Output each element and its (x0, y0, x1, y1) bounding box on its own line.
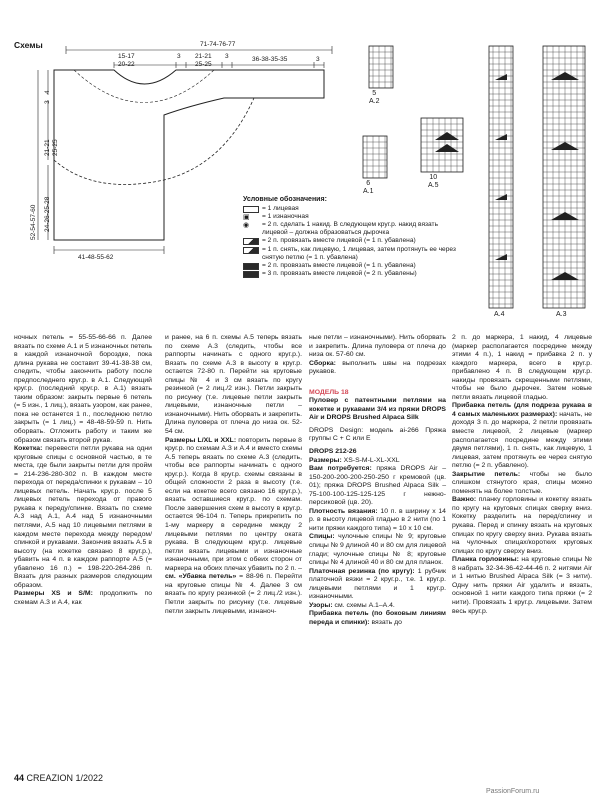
legend-item: = 3 п. провязать вместе лицевой (= 2 п. убавлены) (243, 270, 458, 278)
dim-body-total: 52-54-57-60 (30, 204, 37, 240)
chart-a4 (489, 46, 513, 308)
value-gauge: 10 п. в ширину х 14 р. в высоту лицевой гладью в 2 нити (по 1 нити пряжи каждого типа) = 10 х 10 см. (309, 507, 446, 532)
section-heading: Кокетка: (14, 445, 43, 453)
dim-hem: 41-48-55-62 (78, 254, 114, 261)
value-patterns: см. схемы А.1–А.4. (332, 601, 395, 609)
section-heading: Размеры L/XL и XXL: (165, 436, 237, 444)
paragraph: выполнить швы на подрезах рукавов. (309, 359, 446, 376)
label-sizes: Размеры: (309, 456, 342, 464)
paragraph: ночных петель = 55-55-66-66 п. Далее вязать по схеме А.1 и 5 изнаночных петель в каждой изнаночной бороздке, пока длина рукава не составит 39-41-38-38 см, следить, чтобы закончить работу после предпоследнего круг.р. в А.1. Следующий круг.р. (последний круг.р. в А.1) вязать таким образом: закрыть первые 6 петель (= 5 изн., 1 лиц.), вязать узором, как ранее, пока не останется 1 п., последнюю петлю закрыть (= 1 лиц.) = 48-48-59-59 п. Нить оборвать. Отложить работу и таким же образом связать второй рукав. (14, 334, 152, 444)
legend-item: ▣ = 1 изнаночная (243, 213, 309, 222)
k2tog-alt-icon (243, 263, 259, 270)
dim-neck-3: 3 (177, 53, 181, 60)
paragraph: повторить первые 8 круг.р. по схемам А.3 и А.4 и вместо схемы А.5 теперь вязать по схеме А.3 (следить, чтобы все раппорты начинать с одного круг.р.). Когда 8 круг.р. схемы связаны в общей сложности 2 раза в высоту (т.е. если на кокетке всего связано 16 круг.р.), вязать оставшиеся круг.р. по схемам. После завершения схем в высоту в круг.р. остается 96-104 п. Теперь прикрепить по 1-му маркеру в середине между 2 лицевыми петлями по центру оката рукава. В следующем круг.р. лицевые петли вязать лицевыми и изнаночные изнаночными, при этом с обеих сторон от маркера на обоих плечах убавить по 2 п. – (165, 436, 302, 572)
paragraph: 2 п. до маркера, 1 накид, 4 лицевые (маркер располагается посредине между этими 4 п.), 1 накид = прибавка 2 п. у каждого маркера, всего в круг.р. прибавлено 4 п. В следующем круг.р. накиды провязать скрещенными петлями, чтобы не было дырочек. Затем новые петли вязать лицевой гладью. (452, 334, 592, 401)
schemes-title: Схемы (14, 40, 43, 50)
legend-item: = 2 п. провязать вместе лицевой (= 1 п. убавлена) (243, 262, 458, 270)
paragraph: перевести петли рукава на одни круговые спицы с основной частью, в те места, где были закрыты петли для пройм = 214-236-280-302 п. В каждом месте перехода от переда/спинки к рукавам – 10 лицевых петель. Начать круг.р. после 5 лицевых петель перехода от правого рукава к переду/спинке. Вязать по схеме А.3 над А.1, А.4 над 5 изнаночными петлями, А.5 над 10 лицевыми петлями в каждом месте перехода между передом/спинкой и рукавами. Закончив вязать А.5 в высоту (на кокетке связано 8 круг.р.), убавить на 4 п. в каждом раппорте А.5 (= убавлено 16 п.) = 198-220-264-286 п. Вязать для разных размеров следующим образом. (14, 445, 152, 589)
text-column-3 (309, 334, 446, 628)
legend-item: = 1 п. снять, как лицевую, 1 лицевая, затем протянуть ее через снятую петлю (= 1 п. убавлена) (243, 246, 458, 262)
label-gauge: Плотность вязания: (309, 507, 378, 515)
text-column-2 (165, 334, 302, 616)
dim-body-lower: 24-26-25-28 (44, 196, 51, 232)
dim-shoulder: 21-21 25-25 (195, 53, 212, 68)
yarn-over-icon: ◉ (243, 222, 259, 229)
paragraph: ные петли – изнаночными). Нить оборвать и закрепить. Длина пуловера от плеча до низа ок. 57-60 см. (309, 334, 446, 359)
section-heading: Планка горловины: (452, 556, 519, 564)
paragraph: начать, не доходя 3 п. до маркера, 2 петли провязать вместе лицевой, 2 лицевые (маркер располагается посредине между этими двумя петлями), 1 п. снять, как лицевую, 1 лицевая, затем протянуть ее через снятую петлю (= 2 п. убавлено). (452, 410, 592, 470)
label-materials: Вам потребуется: (309, 465, 372, 473)
chart-a2 (369, 46, 393, 88)
dim-neck: 15-17 20-22 (118, 53, 135, 68)
k2tog-icon (243, 238, 259, 245)
paragraph: и ранее, на 6 п. схемы А.5 теперь вязать по схеме А.3 (следить, чтобы все раппорты начинать с одного круг.р.). Вязать по схеме А.3 в высоту в круг.р. остается 72-80 п. Перейти на круговые спицы № 4 и 3 см вязать по кругу резинкой (= 2 лиц./2 изн.). Петли закрыть по рисунку (т.е. лицевые петли закрыть лицевыми, изнаночные петли – изнаночными). Нить оборвать и закрепить. Длина пуловера от плеча до низа ок. 52-54 см. (165, 334, 302, 436)
purl-symbol-icon: ▣ (243, 214, 259, 221)
paragraph: на круговые спицы № 8 набрать 32-34-36-42-44-46 п. 2 нитями Air и 1 нитью Brushed Alpaca Silk (= 3 нити). Одну нить пряжи Air удалить и вязать, основной 1 нити каждого типа пряжи (= 2 нити). Провязать 1 круг.р. лицевыми. Затем весь круг.р. (452, 556, 592, 615)
paragraph: чтобы не было слишком стянутого края, спицы можно поменять на более толстые. (452, 470, 592, 495)
chart-label-a5: 10 A.5 (428, 174, 439, 189)
paragraph: планку горловины и кокетку вязать по кругу на круговых спицах сверху вниз. Кокетку разделить на перед/спинку и рукава. Перед и спинку вязать на круговых спицах по кругу сверху вниз. Рукава вязать на чулочных спицах/коротких круговых спицах по кругу сверху вниз. (452, 496, 592, 555)
section-heading: Прибавка петель (для подреза рукава в 4 самых маленьких размерах): (452, 402, 592, 418)
dim-yoke-height: 21-21 25-25 (44, 139, 59, 156)
dim-yoke-3: 3 (44, 100, 51, 104)
text-column-4 (452, 334, 592, 616)
legend-item: ◉ = 2 п. сделать 1 накид. В следующем круг.р. накид вязать лицевой – должна образоваться дырочка (243, 221, 439, 237)
value-materials: пряжа DROPS Air – 150-200-200-200-250-250 г кремовой (цв. 01); пряжа DROPS Brushed Alpaca Silk – 75-100-100-125-125-125 г нежно-персиковой (цв. 20). (309, 465, 447, 507)
model-title: Пуловер с патентными петлями на кокетке и рукавами 3/4 из пряжи DROPS Air и DROPS Brushed Alpaca Silk (309, 397, 446, 422)
page-number: 44 (14, 773, 25, 783)
value-increase: вязать до (369, 618, 402, 626)
magazine-issue: CREAZION 1/2022 (26, 773, 104, 783)
dim-top-total: 71-74-76-77 (200, 41, 236, 48)
page-footer (14, 773, 103, 783)
section-heading: Размеры XS и S/M: (14, 590, 93, 598)
chart-a5 (421, 118, 463, 172)
dim-sleeve-3: 3 (316, 56, 320, 63)
model-number: МОДЕЛЬ 18 (309, 388, 349, 396)
k3tog-icon (243, 271, 259, 278)
chart-label-a3: A.3 (556, 311, 567, 318)
legend-item: = 2 п. провязать вместе лицевой (= 1 п. убавлена) (243, 237, 458, 245)
legend-item: = 1 лицевая (243, 205, 458, 213)
cross-reference: см. «Убавка петель» (165, 573, 237, 581)
skp-icon (243, 247, 259, 254)
legend-title: Условные обозначения: (243, 196, 327, 203)
section-heading: Сборка: (309, 359, 336, 367)
watermark: PassionForum.ru (486, 788, 540, 795)
dim-shoulder-3: 3 (225, 53, 229, 60)
text-column-1 (14, 334, 152, 608)
chart-label-a2: 5 A.2 (369, 90, 380, 105)
dim-sleeve: 36-38-35-35 (252, 56, 288, 63)
label-patterns: Узоры: (309, 601, 333, 609)
chart-a1 (363, 136, 387, 178)
drops-number: DROPS 212-26 (309, 448, 357, 456)
value-needles: чулочные спицы № 9; круговые спицы № 9 длиной 40 и 80 см для лицевой глади; чулочные спицы № 8; круговые спицы № 4 длиной 40 и 80 см для планок. (309, 533, 446, 567)
dim-yoke-4: 4 (44, 90, 51, 94)
knit-symbol-icon (243, 206, 259, 213)
chart-a3 (543, 46, 585, 308)
legend (243, 196, 458, 278)
value-sizes: XS-S-M-L-XL-XXL (341, 456, 400, 464)
label-increase: Прибавка петель (по боковым линиям переда и спинки): (309, 610, 446, 626)
paragraph: = 88-96 п. Перейти на круговые спицы № 4. Далее 3 см вязать по кругу резинкой (= 2 лиц./2 изн.). Петли закрыть по рисунку (т.е. лицевые петли закрыть лицевыми, изнаноч- (165, 573, 302, 615)
chart-label-a1: 6 A.1 (363, 180, 374, 195)
section-heading: Закрытие петель: (452, 470, 521, 478)
label-garter: Платочная резинка (по кругу): (309, 567, 415, 575)
yoke-line (54, 98, 254, 185)
design-line: DROPS Design: модель ai-266 Пряжа группы С + С или Е (309, 426, 446, 443)
paragraph: продолжить по схемам А.3 и А.4, как (14, 590, 152, 606)
value-garter: 1 рубчик платочной вязки = 2 круг.р., т.е. 1 круг.р. лицевыми петлями и 1 круг.р. изнаночными. (309, 567, 446, 601)
label-needles: Спицы: (309, 533, 335, 541)
chart-label-a4: A.4 (494, 311, 505, 318)
section-heading: Важно: (452, 496, 477, 504)
